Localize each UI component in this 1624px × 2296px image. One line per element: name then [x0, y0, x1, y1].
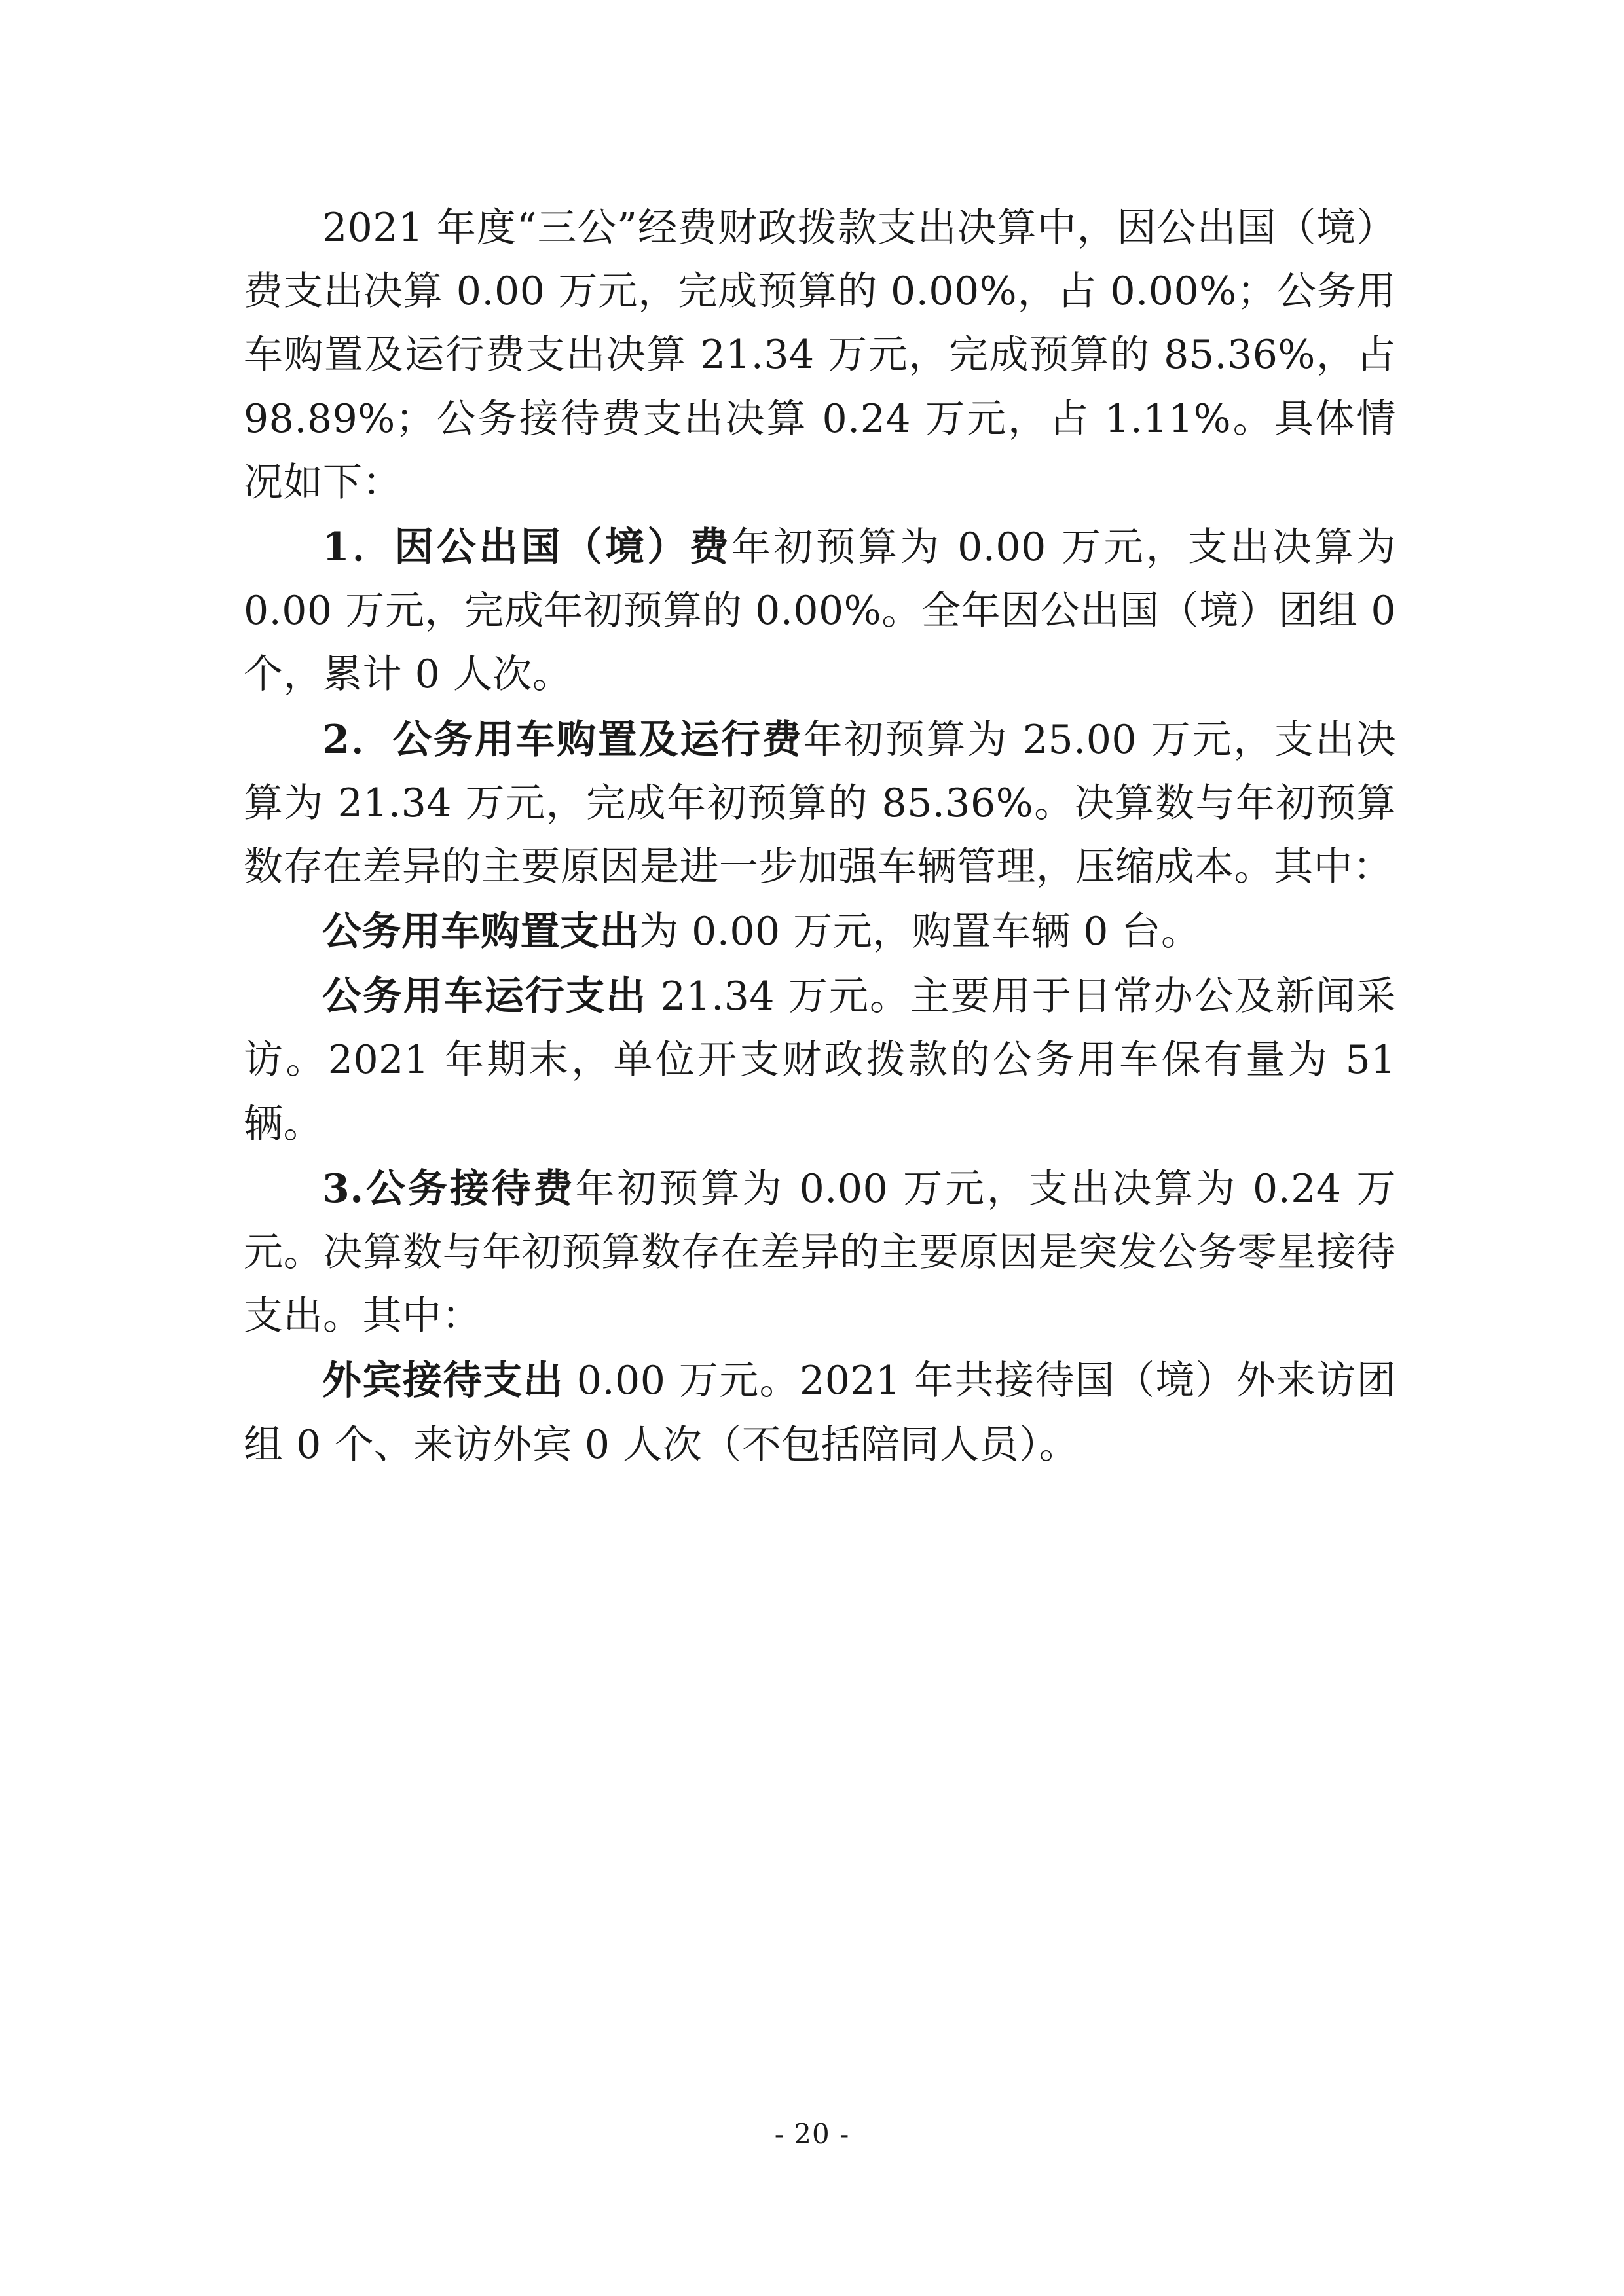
- paragraph-intro-text: 2021 年度“三公”经费财政拨款支出决算中，因公出国（境）费支出决算 0.00 万元，完成预算的 0.00%，占 0.00%；公务用车购置及运行费支出决算 21.34 万元，完成预算的 85.36%，占 98.89%；公务接待费支出决算 0.24 万元，占 1.11%。具体情况如下：: [244, 205, 1396, 505]
- paragraph-item-3: [244, 1157, 1396, 1349]
- paragraph-item-3-1-text: 0.00 万元。2021 年共接待国（境）外来访团组 0 个、来访外宾 0 人次（不包括陪同人员）。: [244, 1358, 1396, 1468]
- paragraph-item-2-1-text: 为 0.00 万元，购置车辆 0 台。: [639, 909, 1201, 955]
- paragraph-item-2-2-text: 21.34 万元。主要用于日常办公及新闻采访。2021 年期末，单位开支财政拨款的公务用车保有量为 51 辆。: [244, 974, 1396, 1147]
- paragraph-item-3-1: [244, 1349, 1396, 1476]
- document-body: [244, 196, 1396, 1478]
- paragraph-item-1-lead: 1．因公出国（境）费: [322, 524, 732, 570]
- paragraph-item-2-2: [244, 965, 1396, 1156]
- paragraph-item-2-2-lead: 公务用车运行支出: [322, 974, 647, 1020]
- paragraph-item-2-lead: 2．公务用车购置及运行费: [322, 716, 803, 763]
- paragraph-item-1: [244, 516, 1396, 707]
- paragraph-item-2-text: 年初预算为 25.00 万元，支出决算为 21.34 万元，完成年初预算的 85.36%。决算数与年初预算数存在差异的主要原因是进一步加强车辆管理，压缩成本。其中：: [244, 716, 1396, 890]
- paragraph-item-1-text: 年初预算为 0.00 万元，支出决算为 0.00 万元，完成年初预算的 0.00%。全年因公出国（境）团组 0 个，累计 0 人次。: [244, 524, 1396, 698]
- page-number: - 20 -: [774, 2118, 850, 2150]
- paragraph-item-3-text: 年初预算为 0.00 万元，支出决算为 0.24 万元。决算数与年初预算数存在差异的主要原因是突发公务零星接待支出。其中：: [244, 1165, 1396, 1339]
- paragraph-item-2-1: [244, 900, 1396, 964]
- paragraph-intro: [244, 196, 1396, 515]
- paragraph-item-2-1-lead: 公务用车购置支出: [322, 909, 639, 955]
- paragraph-item-3-lead: 3.公务接待费: [322, 1165, 576, 1212]
- paragraph-item-3-1-lead: 外宾接待支出: [322, 1358, 564, 1404]
- paragraph-item-2: [244, 708, 1396, 900]
